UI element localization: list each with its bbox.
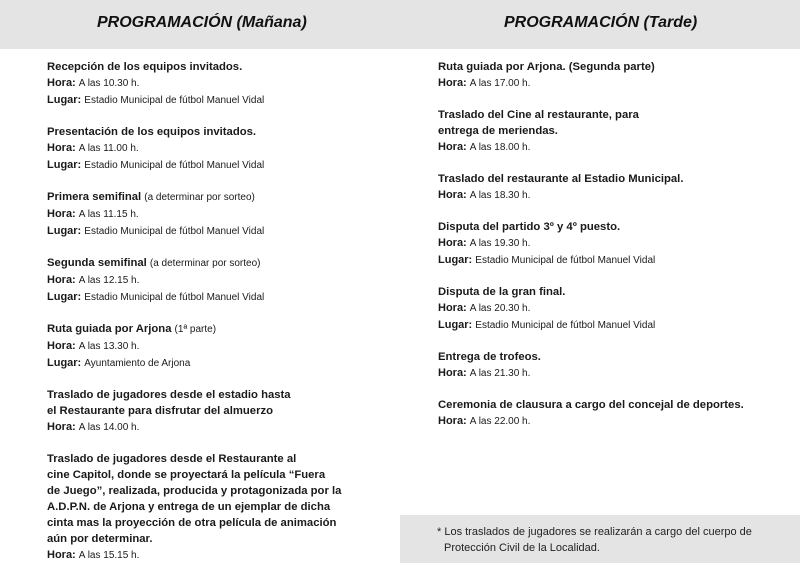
event-block [47,387,392,436]
lugar-line [47,92,392,109]
event-block [47,321,392,372]
hora-value: A las 13.30 h. [78,341,140,352]
event-title: Disputa de la gran final. [438,286,566,298]
lugar-value: Estadio Municipal de fútbol Manuel Vidal [84,95,265,106]
hora-line [438,187,783,204]
hora-value: A las 15.15 h. [78,550,140,561]
lugar-value: Estadio Municipal de fútbol Manuel Vidal [84,292,265,303]
hora-label: Hora: [47,142,76,154]
event-block [438,397,783,430]
hora-value: A las 11.00 h. [78,143,139,154]
hora-value: A las 17.00 h. [469,78,531,89]
event-title-line [47,531,392,547]
hora-label: Hora: [47,421,76,433]
hora-value: A las 20.30 h. [469,303,531,314]
event-title-line [438,397,783,413]
event-title: entrega de meriendas. [438,125,558,137]
hora-value: A las 12.15 h. [78,275,140,286]
event-title: de Juego”, realizada, producida y protagonizada por la [47,485,342,497]
hora-line [47,206,392,223]
hora-label: Hora: [47,549,76,561]
lugar-label: Lugar: [47,357,82,369]
hora-line [47,419,392,436]
hora-value: A las 18.30 h. [469,190,531,201]
hora-value: A las 11.15 h. [78,209,139,220]
event-title-line [47,387,392,403]
event-title: Segunda semifinal [47,257,147,269]
event-title-line [47,515,392,531]
hora-label: Hora: [47,77,76,89]
event-title: Recepción de los equipos invitados. [47,61,243,73]
event-block [438,107,783,156]
hora-line [47,338,392,355]
event-title-line [47,189,392,206]
lugar-label: Lugar: [47,94,82,106]
event-title-line [47,255,392,272]
event-title-line [47,483,392,499]
lugar-line [47,157,392,174]
hora-value: A las 18.00 h. [469,142,531,153]
event-title: A.D.P.N. de Arjona y entrega de un ejemplar de dicha [47,501,331,513]
event-title: Traslado del restaurante al Estadio Municipal. [438,173,684,185]
event-title-line [47,499,392,515]
lugar-label: Lugar: [438,254,473,266]
event-note: (1ª parte) [174,324,217,335]
lugar-line [47,355,392,372]
event-block [47,59,392,109]
event-title: Primera semifinal [47,191,142,203]
hora-value: A las 21.30 h. [469,368,531,379]
hora-line [47,272,392,289]
hora-label: Hora: [438,141,467,153]
event-title: Ruta guiada por Arjona [47,323,172,335]
lugar-value: Estadio Municipal de fútbol Manuel Vidal [84,160,265,171]
event-title-line [47,403,392,419]
event-title-line [438,349,783,365]
event-title: Presentación de los equipos invitados. [47,126,257,138]
hora-label: Hora: [47,274,76,286]
lugar-label: Lugar: [438,319,473,331]
hora-line [438,75,783,92]
hora-line [47,547,392,564]
hora-line [438,365,783,382]
event-title: cine Capitol, donde se proyectará la película “Fuera [47,469,326,481]
hora-label: Hora: [438,302,467,314]
hora-label: Hora: [47,208,76,220]
afternoon-title: PROGRAMACIÓN (Tarde) [504,14,698,31]
hora-value: A las 14.00 h. [78,422,140,433]
event-block [438,59,783,92]
event-title: Entrega de trofeos. [438,351,541,363]
event-title-line [47,321,392,338]
event-title-line [47,59,392,75]
hora-label: Hora: [47,340,76,352]
hora-value: A las 10.30 h. [78,78,140,89]
event-title: Ceremonia de clausura a cargo del concejal de deportes. [438,399,744,411]
event-block [47,189,392,240]
event-block [438,349,783,382]
footnote-text [437,524,777,556]
lugar-label: Lugar: [47,225,82,237]
hora-label: Hora: [438,189,467,201]
hora-label: Hora: [438,367,467,379]
event-title-line [438,171,783,187]
lugar-label: Lugar: [47,159,82,171]
event-title: cinta mas la proyección de otra película de animación [47,517,337,529]
event-title-line [47,124,392,140]
header-band [0,0,800,49]
event-block [438,219,783,269]
hora-line [438,300,783,317]
morning-title: PROGRAMACIÓN (Mañana) [97,14,307,31]
event-block [47,451,392,564]
event-title: Disputa del partido 3º y 4º puesto. [438,221,621,233]
afternoon-schedule [438,59,783,445]
event-title-line [438,59,783,75]
lugar-value: Estadio Municipal de fútbol Manuel Vidal [475,320,656,331]
hora-line [438,235,783,252]
morning-schedule [47,59,392,579]
footnote-box [400,515,800,563]
event-title-line [438,284,783,300]
event-title: aún por determinar. [47,533,153,545]
lugar-label: Lugar: [47,291,82,303]
event-title-line [47,467,392,483]
event-note: (a determinar por sorteo) [149,258,261,269]
event-block [47,255,392,306]
event-note: (a determinar por sorteo) [144,192,255,203]
footnote-line: Protección Civil de la Localidad. [444,542,600,554]
hora-line [438,139,783,156]
event-block [47,124,392,174]
event-title-line [47,451,392,467]
hora-label: Hora: [438,237,467,249]
event-title: Ruta guiada por Arjona. (Segunda parte) [438,61,655,73]
hora-label: Hora: [438,415,467,427]
hora-value: A las 22.00 h. [469,416,531,427]
lugar-value: Estadio Municipal de fútbol Manuel Vidal [84,226,265,237]
event-title-line [438,123,783,139]
event-block [438,171,783,204]
hora-label: Hora: [438,77,467,89]
hora-line [438,413,783,430]
hora-value: A las 19.30 h. [469,238,531,249]
lugar-line [438,317,783,334]
event-title: Traslado de jugadores desde el estadio hasta [47,389,291,401]
event-title: Traslado del Cine al restaurante, para [438,109,639,121]
event-title-line [438,107,783,123]
lugar-value: Estadio Municipal de fútbol Manuel Vidal [475,255,656,266]
hora-line [47,140,392,157]
event-block [438,284,783,334]
lugar-line [47,289,392,306]
event-title: Traslado de jugadores desde el Restaurante al [47,453,297,465]
event-title-line [438,219,783,235]
lugar-line [438,252,783,269]
hora-line [47,75,392,92]
event-title: el Restaurante para disfrutar del almuerzo [47,405,274,417]
footnote-line: * Los traslados de jugadores se realizarán a cargo del cuerpo de [437,526,752,538]
lugar-line [47,223,392,240]
lugar-value: Ayuntamiento de Arjona [84,358,191,369]
